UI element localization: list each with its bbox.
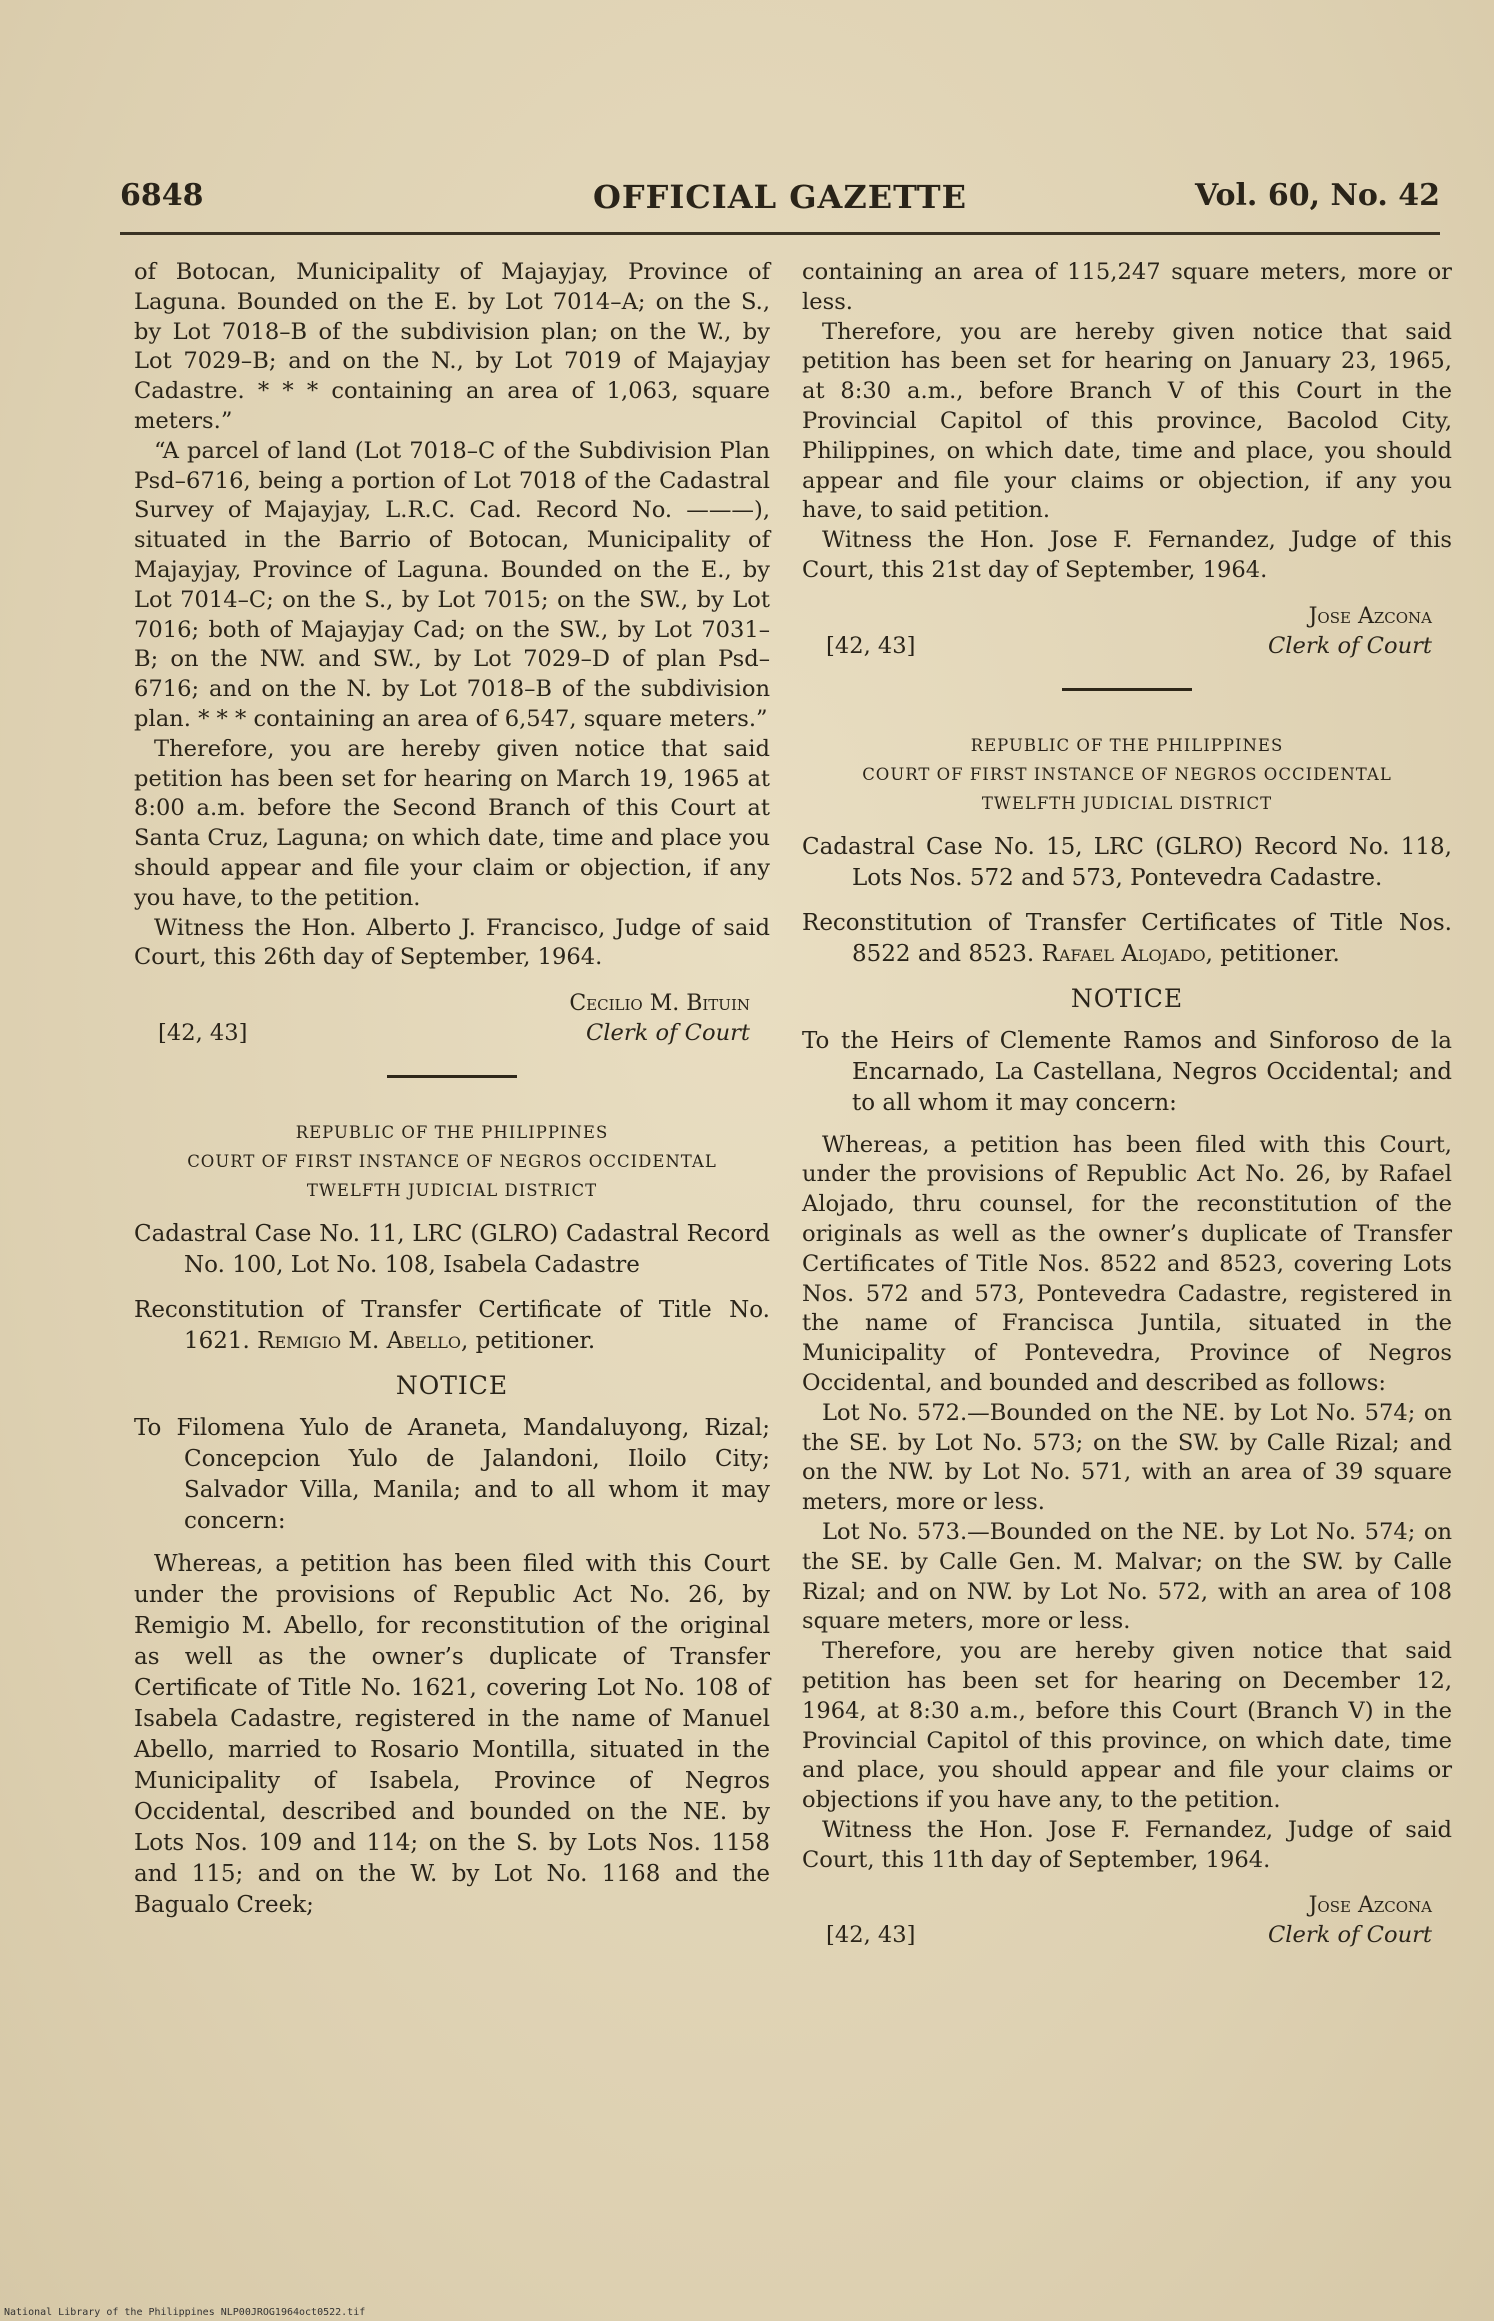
right-signature-block-1 — [802, 602, 1452, 666]
right-paragraph-8: Witness the Hon. Jose F. Fernandez, Judge of said Court, this 11th day of September, 1964. — [802, 1816, 1452, 1873]
left-paragraph-4: Witness the Hon. Alberto J. Francisco, Judge of said Court, this 26th day of September, 1964. — [134, 914, 770, 971]
petitioner-suffix: , petitioner. — [1205, 940, 1340, 967]
left-column — [134, 258, 770, 1921]
page-number: 6848 — [120, 178, 204, 213]
signatory-title: Clerk of Court — [1267, 632, 1432, 659]
right-paragraph-7: Therefore, you are hereby given notice that said petition has been set for hearing on December 12, 1964, at 8:30 a.m., before this Court (Branch V) in the Provincial Capitol of this province, on which date, time and place, you should appear and file your claims or objections if you have any, to the petition. — [802, 1638, 1452, 1814]
petitioner-name: Remigio M. Abello — [257, 1328, 461, 1355]
right-signature-block-2 — [802, 1891, 1452, 1955]
court-heading-line-2: COURT OF FIRST INSTANCE OF NEGROS OCCIDENTAL — [187, 1152, 717, 1172]
court-heading-line-1: REPUBLIC OF THE PHILIPPINES — [970, 735, 1284, 755]
petitioner-suffix: , petitioner. — [461, 1328, 596, 1355]
signatory-name: Jose Azcona — [1308, 1893, 1432, 1919]
reconstitution-caption — [134, 1295, 770, 1357]
header-rule — [120, 232, 1440, 235]
left-paragraph-1: of Botocan, Municipality of Majayjay, Province of Laguna. Bounded on the E. by Lot 7014–A; on the S., by Lot 7018–B of the subdivision plan; on the W., by Lot 7029–B; and on the N., by Lot 7019 of Majayjay Cadastre. * * * containing an area of 1,063, square meters.” — [134, 259, 770, 434]
court-heading-line-3: TWELFTH JUDICIAL DISTRICT — [981, 793, 1273, 813]
court-heading — [134, 1118, 770, 1205]
signatory-name: Jose Azcona — [1308, 603, 1432, 629]
court-heading — [802, 731, 1452, 818]
right-paragraph-1: containing an area of 115,247 square meters, more or less. — [802, 259, 1452, 315]
court-heading-line-3: TWELFTH JUDICIAL DISTRICT — [306, 1181, 598, 1201]
scan-footer: National Library of the Philippines NLP00JROG1964oct0522.tif — [4, 2307, 366, 2318]
reconstitution-text: Reconstitution of Transfer Certificates of Title Nos. 8522 and 8523. — [802, 909, 1452, 967]
reconstitution-text: Reconstitution of Transfer Certificate of Title No. 1621. — [134, 1297, 770, 1355]
right-paragraph-3: Witness the Hon. Jose F. Fernandez, Judge of this Court, this 21st day of September, 1964. — [802, 527, 1452, 583]
case-caption: Cadastral Case No. 11, LRC (GLRO) Cadastral Record No. 100, Lot No. 108, Isabela Cadastre — [134, 1221, 770, 1279]
notice-heading: NOTICE — [395, 1371, 509, 1401]
right-column — [802, 258, 1452, 1955]
issue-reference: [42, 43] — [158, 1020, 248, 1047]
page-header — [120, 170, 1440, 230]
volume-number: Vol. 60, No. 42 — [1195, 178, 1440, 213]
signatory-title: Clerk of Court — [1267, 1922, 1432, 1949]
right-paragraph-2: Therefore, you are hereby given notice that said petition has been set for hearing on January 23, 1965, at 8:30 a.m., before Branch V of this Court in the Provincial Capitol of this province, Bacolod City, Philippines, on which date, time and place, you should appear and file your claims or objection, if any you have, to said petition. — [802, 318, 1452, 524]
issue-reference: [42, 43] — [826, 1922, 916, 1949]
case-caption: Cadastral Case No. 15, LRC (GLRO) Record No. 118, Lots Nos. 572 and 573, Pontevedra Cadastre. — [802, 833, 1452, 891]
court-heading-line-2: COURT OF FIRST INSTANCE OF NEGROS OCCIDENTAL — [862, 764, 1392, 784]
petitioner-name: Rafael Alojado — [1041, 940, 1206, 967]
right-paragraph-5: Lot No. 572.—Bounded on the NE. by Lot No. 574; on the SE. by Lot No. 573; on the SW. by Calle Rizal; and on the NW. by Lot No. 571, with an area of 39 square meters, more or less. — [802, 1399, 1452, 1516]
section-divider — [1062, 688, 1192, 691]
notice-addressees: To the Heirs of Clemente Ramos and Sinforoso de la Encarnado, La Castellana, Negros Occidental; and to all whom it may concern: — [802, 1027, 1452, 1116]
notice-heading: NOTICE — [1070, 983, 1184, 1013]
signatory-name: Cecilio M. Bituin — [569, 991, 750, 1017]
right-paragraph-4: Whereas, a petition has been filed with this Court, under the provisions of Republic Act No. 26, by Rafael Alojado, thru counsel, for the reconstitution of the originals as well as the owner’s duplicate of Transfer Certificates of Title Nos. 8522 and 8523, covering Lots Nos. 572 and 573, Pontevedra Cadastre, registered in the name of Francisca Juntila, situated in the Municipality of Pontevedra, Province of Negros Occidental, and bounded and described as follows: — [802, 1131, 1452, 1396]
left-paragraph-5: Whereas, a petition has been filed with this Court under the provisions of Republic Act No. 26, by Remigio M. Abello, for reconstitution of the original as well as the owner’s duplicate of Transfer Certificate of Title No. 1621, covering Lot No. 108 of Isabela Cadastre, registered in the name of Manuel Abello, married to Rosario Montilla, situated in the Municipality of Isabela, Province of Negros Occidental, described and bounded on the NE. by Lots Nos. 109 and 114; on the S. by Lots Nos. 1158 and 115; and on the W. by Lot No. 1168 and the Bagualo Creek; — [134, 1550, 770, 1918]
left-paragraph-2: “A parcel of land (Lot 7018–C of the Subdivision Plan Psd–6716, being a portion of Lot 7018 of the Cadastral Survey of Majayjay, L.R.C. Cad. Record No. ———), situated in the Barrio of Botocan, Municipality of Majayjay, Province of Laguna. Bounded on the E., by Lot 7014–C; on the S., by Lot 7015; on the SW., by Lot 7016; both of Majayjay Cad; on the SW., by Lot 7031–B; on the NW. and SW., by Lot 7029–D of plan Psd–6716; and on the N. by Lot 7018–B of the subdivision plan. * * * containing an area of 6,547, square meters.” — [134, 437, 770, 732]
signatory-title: Clerk of Court — [585, 1020, 750, 1047]
issue-reference: [42, 43] — [826, 632, 916, 659]
reconstitution-caption — [802, 908, 1452, 970]
left-signature-block — [134, 989, 770, 1053]
publication-title: OFFICIAL GAZETTE — [593, 178, 967, 216]
section-divider — [387, 1075, 517, 1078]
court-heading-line-1: REPUBLIC OF THE PHILIPPINES — [295, 1123, 609, 1143]
left-paragraph-3: Therefore, you are hereby given notice that said petition has been set for hearing on March 19, 1965 at 8:00 a.m. before the Second Branch of this Court at Santa Cruz, Laguna; on which date, time and place you should appear and file your claim or objection, if any you have, to the petition. — [134, 735, 770, 911]
notice-addressees: To Filomena Yulo de Araneta, Mandaluyong, Rizal; Concepcion Yulo de Jalandoni, Iloilo City; Salvador Villa, Manila; and to all whom it may concern: — [134, 1414, 770, 1534]
right-paragraph-6: Lot No. 573.—Bounded on the NE. by Lot No. 574; on the SE. by Calle Gen. M. Malvar; on the SW. by Calle Rizal; and on NW. by Lot No. 572, with an area of 108 square meters, more or less. — [802, 1518, 1452, 1635]
